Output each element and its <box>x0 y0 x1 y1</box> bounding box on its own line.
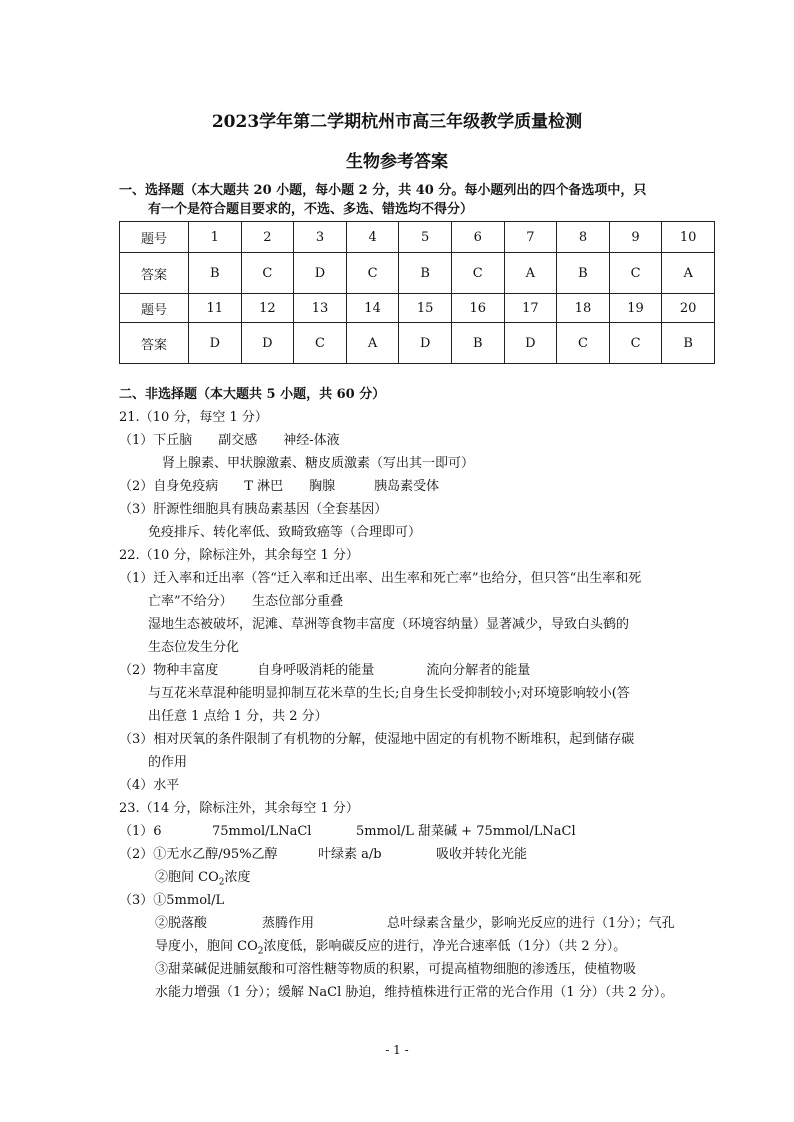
table-cell: 6 <box>451 222 504 253</box>
section2-heading: 二、非选择题（本大题共 5 小题，共 60 分） <box>119 387 386 402</box>
subscript: 2 <box>257 946 264 957</box>
row-label: 题号 <box>120 294 189 323</box>
q22-line: 生态位发生分化 <box>148 640 240 655</box>
q22-line: （4）水平 <box>119 778 180 793</box>
table-row <box>120 222 715 253</box>
table-cell: B <box>662 323 715 364</box>
row-label: 答案 <box>120 323 189 364</box>
table-cell: C <box>609 253 662 294</box>
q23-line: 水能力增强（1 分）；缓解 NaCl 胁迫，维持植株进行正常的光合作用（1 分）（共 2 分）。 <box>155 985 674 1000</box>
table-cell: 2 <box>241 222 294 253</box>
table-cell: 19 <box>609 294 662 323</box>
table-cell: B <box>399 253 452 294</box>
table-row <box>120 294 715 323</box>
page-number: - 1 - <box>385 1043 409 1057</box>
table-cell: A <box>662 253 715 294</box>
q22-line: 与互花米草混种能明显抑制互花米草的生长;自身生长受抑制较小;对环境影响较小(答 <box>148 686 630 701</box>
q22-line: （1）迁入率和迁出率（答“迁入率和迁出率、出生率和死亡率”也给分，但只答“出生率和死 <box>119 571 642 586</box>
section1-heading-line1: 一、选择题（本大题共 20 小题，每小题 2 分，共 40 分。每小题列出的四个备选项中，只 <box>119 183 647 198</box>
table-cell: 1 <box>189 222 242 253</box>
q23-answer: （2）①无水乙醇/95%乙醇 <box>119 847 278 862</box>
table-cell: D <box>399 323 452 364</box>
table-cell: C <box>609 323 662 364</box>
q23-answer: ②脱落酸 <box>155 916 208 931</box>
q22-line: 的作用 <box>148 755 188 770</box>
q22-line: （2）物种丰富度 自身呼吸消耗的能量 流向分解者的能量 <box>119 663 531 678</box>
table-cell: D <box>504 323 557 364</box>
q23-answer: 总叶绿素含量少，影响光反应的进行（1分）；气孔 <box>387 916 675 931</box>
q23-line: ③甜菜碱促进脯氨酸和可溶性糖等物质的积累，可提高植物细胞的渗透压，使植物吸 <box>155 962 637 977</box>
table-cell: D <box>241 323 294 364</box>
table-cell: 3 <box>294 222 347 253</box>
row-label: 题号 <box>120 222 189 253</box>
table-cell: 15 <box>399 294 452 323</box>
table-row <box>120 253 715 294</box>
q21-heading: 21.（10 分，每空 1 分） <box>119 410 268 425</box>
text-fragment: 导度小，胞间 CO <box>155 939 258 954</box>
subscript: 2 <box>218 877 225 888</box>
q21-line: （1）下丘脑 副交感 神经-体液 <box>119 433 340 448</box>
table-cell: 11 <box>189 294 242 323</box>
q21-line: （2）自身免疫病 T 淋巴 胸腺 胰岛素受体 <box>119 479 440 494</box>
text-fragment: 浓度 <box>224 870 251 885</box>
q22-heading: 22.（10 分，除标注外，其余每空 1 分） <box>119 548 359 563</box>
text-fragment: ②胞间 CO <box>155 870 219 885</box>
table-cell: B <box>189 253 242 294</box>
table-cell: 20 <box>662 294 715 323</box>
q23-line <box>155 869 251 892</box>
text-fragment: 浓度低，影响碳反应的进行，净光合速率低（1分）（共 2 分）。 <box>263 939 627 954</box>
table-cell: D <box>294 253 347 294</box>
q22-line: 湿地生态被破坏，泥滩、草洲等食物丰富度（环境容纳量）显著减少，导致白头鹤的 <box>148 617 630 632</box>
q23-answer: 75mmol/LNaCl <box>212 824 312 839</box>
q23-answer: 蒸腾作用 <box>262 916 315 931</box>
table-cell: 10 <box>662 222 715 253</box>
answer-table <box>119 221 715 364</box>
table-cell: 8 <box>557 222 610 253</box>
table-cell: C <box>241 253 294 294</box>
q22-line: 亡率”不给分） 生态位部分重叠 <box>148 594 344 609</box>
table-cell: D <box>189 323 242 364</box>
document-title: 2023学年第二学期杭州市高三年级教学质量检测 <box>211 112 583 132</box>
q23-answer: 叶绿素 a/b <box>318 847 382 862</box>
row-label: 答案 <box>120 253 189 294</box>
q21-line: （3）肝源性细胞具有胰岛素基因（全套基因） <box>119 502 388 517</box>
table-cell: B <box>451 323 504 364</box>
document-subtitle: 生物参考答案 <box>346 152 448 172</box>
q23-answer: 吸收并转化光能 <box>436 847 528 862</box>
q21-line: 肾上腺素、甲状腺激素、糖皮质激素（写出其一即可） <box>162 456 475 471</box>
table-cell: A <box>504 253 557 294</box>
table-cell: 13 <box>294 294 347 323</box>
table-cell: 7 <box>504 222 557 253</box>
table-cell: 5 <box>399 222 452 253</box>
table-cell: C <box>557 323 610 364</box>
table-cell: 17 <box>504 294 557 323</box>
table-cell: 18 <box>557 294 610 323</box>
q22-line: 出任意 1 点给 1 分，共 2 分） <box>148 709 328 724</box>
table-cell: A <box>346 323 399 364</box>
q23-line <box>155 938 626 961</box>
section1-heading-line2: 有一个是符合题目要求的，不选、多选、错选均不得分） <box>148 202 474 217</box>
q23-answer: 5mmol/L 甜菜碱 + 75mmol/LNaCl <box>356 824 576 839</box>
table-cell: 9 <box>609 222 662 253</box>
table-cell: B <box>557 253 610 294</box>
table-cell: 14 <box>346 294 399 323</box>
table-cell: C <box>294 323 347 364</box>
q22-line: （3）相对厌氧的条件限制了有机物的分解，使湿地中固定的有机物不断堆积，起到储存碳 <box>119 732 635 747</box>
q23-heading: 23.（14 分，除标注外，其余每空 1 分） <box>119 801 359 816</box>
q23-answer: （1）6 <box>119 824 162 839</box>
table-cell: 16 <box>451 294 504 323</box>
table-cell: 12 <box>241 294 294 323</box>
q23-line: （3）①5mmol/L <box>119 893 225 908</box>
table-cell: 4 <box>346 222 399 253</box>
table-cell: C <box>346 253 399 294</box>
q21-line: 免疫排斥、转化率低、致畸致癌等（合理即可） <box>148 525 422 540</box>
table-row <box>120 323 715 364</box>
table-cell: C <box>451 253 504 294</box>
